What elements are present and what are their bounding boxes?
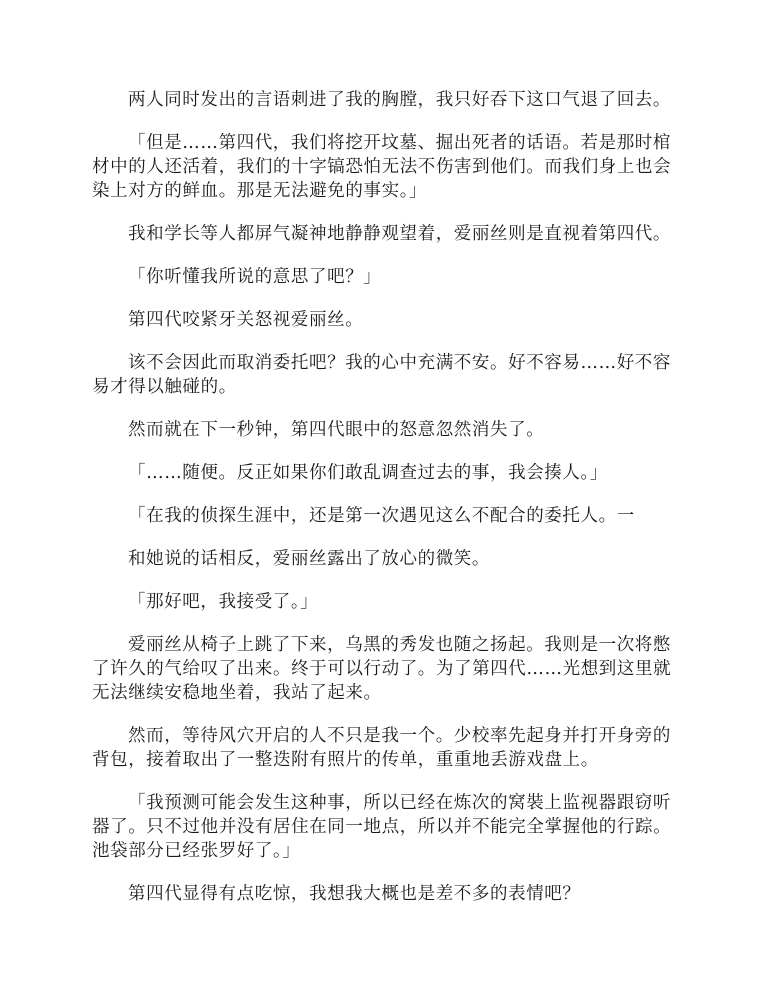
paragraph-6: 该不会因此而取消委托吧？我的心中充满不安。好不容易……好不容易才得以触碰的。	[92, 353, 671, 397]
paragraph-13: 然而，等待风穴开启的人不只是我一个。少校率先起身并打开身旁的背包，接着取出了一整迭附有照片的传单，重重地丢游戏盘上。	[92, 726, 671, 770]
paragraph-14: 「我预测可能会发生这种事，所以已经在炼次的窝裝上监视器跟窃听器了。只不过他并没有居住在同一地点，所以并不能完全掌握他的行踪。池袋部分已经张罗好了。」	[92, 793, 672, 861]
paragraph-8: 「……随便。反正如果你们敢乱调查过去的事，我会揍人。」	[128, 463, 608, 483]
page-body	[92, 88, 672, 925]
paragraph-9: 「在我的侦探生涯中，还是第一次遇见这么不配合的委托人。一	[128, 506, 635, 526]
paragraph-1: 两人同时发出的言语刺进了我的胸膛，我只好吞下这口气退了回去。	[128, 90, 671, 110]
paragraph-5: 第四代咬紧牙关怒视爱丽丝。	[128, 310, 364, 330]
paragraph-3: 我和学长等人都屏气凝神地静静观望着，爱丽丝则是直视着第四代。	[128, 224, 671, 244]
paragraph-11: 「那好吧，我接受了。」	[128, 592, 319, 612]
paragraph-12: 爱丽丝从椅子上跳了下来，乌黑的秀发也随之扬起。我则是一次将憋了许久的气给叹了出来。终于可以行动了。为了第四代……光想到这里就无法继续安稳地坐着，我站了起来。	[92, 635, 672, 703]
paragraph-15: 第四代显得有点吃惊，我想我大概也是差不多的表情吧？	[128, 884, 581, 904]
paragraph-7: 然而就在下一秒钟，第四代眼中的怒意忽然消失了。	[128, 420, 545, 440]
paragraph-2: 「但是……第四代，我们将挖开坟墓、掘出死者的话语。若是那时棺材中的人还活着，我们的十字镐恐怕无法不伤害到他们。而我们身上也会染上对方的鲜血。那是无法避免的事实。」	[92, 133, 672, 201]
paragraph-10: 和她说的话相反，爱丽丝露出了放心的微笑。	[128, 549, 490, 569]
paragraph-4: 「你听懂我所说的意思了吧？」	[128, 267, 382, 287]
